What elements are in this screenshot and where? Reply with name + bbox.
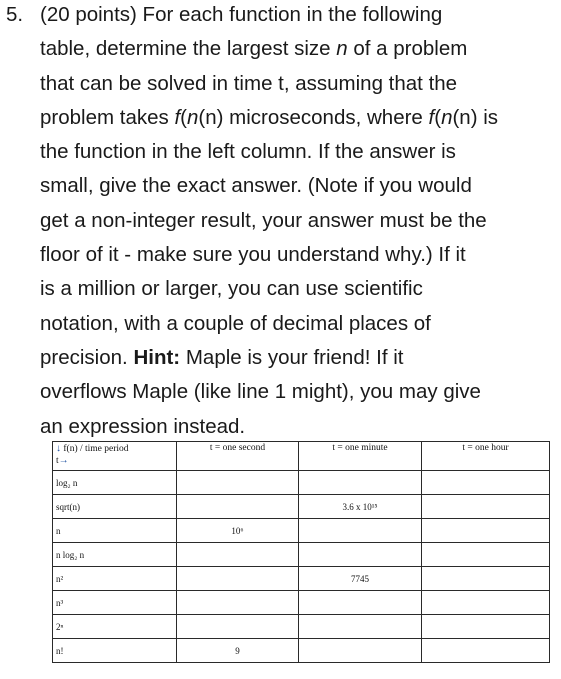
row-function: n³: [53, 591, 177, 615]
cell-one-hour[interactable]: [422, 519, 550, 543]
question-line-10: notation, with a couple of decimal places of: [40, 311, 431, 335]
table-row: [53, 591, 550, 615]
cell-one-minute[interactable]: 3.6 x 10¹⁵: [299, 495, 422, 519]
question-line-2-post: of a problem: [347, 37, 468, 61]
question-line-1: (20 points) For each function in the following: [40, 3, 443, 26]
question-number: 5.: [6, 3, 24, 26]
question-line-2: [40, 32, 561, 66]
cell-one-hour[interactable]: [422, 543, 550, 567]
cell-one-hour[interactable]: [422, 591, 550, 615]
header-function: [53, 442, 177, 471]
question-text: [40, 0, 561, 444]
hint-label: Hint:: [133, 345, 181, 369]
cell-one-hour[interactable]: [422, 615, 550, 639]
cell-one-minute[interactable]: [299, 639, 422, 663]
header-one-second: t = one second: [177, 442, 299, 471]
question-line-11: [40, 341, 561, 375]
cell-one-minute[interactable]: [299, 543, 422, 567]
row-function: sqrt(n): [53, 495, 177, 519]
right-arrow-icon: →: [58, 455, 69, 466]
table-row: [53, 543, 550, 567]
question-line-2-pre: table, determine the largest size: [40, 37, 337, 61]
table-row: [53, 615, 550, 639]
cell-one-hour[interactable]: [422, 567, 550, 591]
table-header-row: [53, 442, 550, 471]
hint-text: Maple is your friend! If it: [185, 345, 404, 369]
cell-one-hour[interactable]: [422, 639, 550, 663]
cell-one-second[interactable]: 10⁶: [177, 519, 299, 543]
cell-one-second[interactable]: [177, 495, 299, 519]
table-row: [53, 471, 550, 495]
question-line-3: that can be solved in time t, assuming that the: [40, 71, 458, 95]
question-line-9: is a million or larger, you can use scientific: [40, 277, 423, 301]
row-function: n!: [53, 639, 177, 663]
row-function: n log₂ n: [53, 543, 177, 567]
answer-table-wrapper: [52, 441, 549, 675]
header-one-minute: t = one minute: [299, 442, 422, 471]
table-row: [53, 495, 550, 519]
row-function: log₂ n: [53, 471, 177, 495]
question-line-4-post: (n) is: [452, 105, 499, 129]
cell-one-minute[interactable]: 7745: [299, 567, 422, 591]
question-line-12: overflows Maple (like line 1 might), you may give: [40, 380, 481, 404]
cell-one-minute[interactable]: [299, 471, 422, 495]
variable-f: f: [428, 105, 435, 129]
question-line-4-pre: problem takes: [40, 105, 175, 129]
cell-one-second[interactable]: [177, 591, 299, 615]
variable-n: n: [336, 37, 348, 61]
question-line-6: small, give the exact answer. (Note if you would: [40, 174, 472, 198]
cell-one-minute[interactable]: [299, 615, 422, 639]
question-line-13: an expression instead.: [40, 414, 246, 438]
variable-n: n: [186, 105, 199, 129]
question-line-8: floor of it - make sure you understand why.) If it: [40, 243, 466, 267]
header-t-label: t: [56, 456, 59, 466]
question-line-4: problem takes f(n(n) microseconds, where f(n(n) is: [40, 105, 499, 129]
cell-one-second[interactable]: [177, 543, 299, 567]
cell-one-minute[interactable]: [299, 519, 422, 543]
row-function: n²: [53, 567, 177, 591]
header-function-label: f(n) / time period: [63, 444, 129, 454]
cell-one-second[interactable]: [177, 567, 299, 591]
cell-one-hour[interactable]: [422, 495, 550, 519]
answer-table: [52, 441, 550, 663]
precision-text: precision.: [40, 345, 128, 369]
variable-n: n: [441, 105, 453, 129]
question-line-7: get a non-integer result, your answer must be the: [40, 208, 487, 232]
table-row: [53, 639, 550, 663]
header-one-hour: t = one hour: [422, 442, 550, 471]
row-function: 2ⁿ: [53, 615, 177, 639]
row-function: n: [53, 519, 177, 543]
cell-one-minute[interactable]: [299, 591, 422, 615]
variable-f: f: [174, 105, 181, 129]
down-arrow-icon: ↓: [56, 443, 61, 454]
cell-one-hour[interactable]: [422, 471, 550, 495]
question-line-5: the function in the left column. If the answer is: [40, 140, 456, 164]
cell-one-second[interactable]: [177, 471, 299, 495]
cell-one-second[interactable]: [177, 615, 299, 639]
table-row: [53, 567, 550, 591]
question-line-4-mid: (n) microseconds, where: [198, 105, 429, 129]
cell-one-second[interactable]: 9: [177, 639, 299, 663]
table-row: [53, 519, 550, 543]
